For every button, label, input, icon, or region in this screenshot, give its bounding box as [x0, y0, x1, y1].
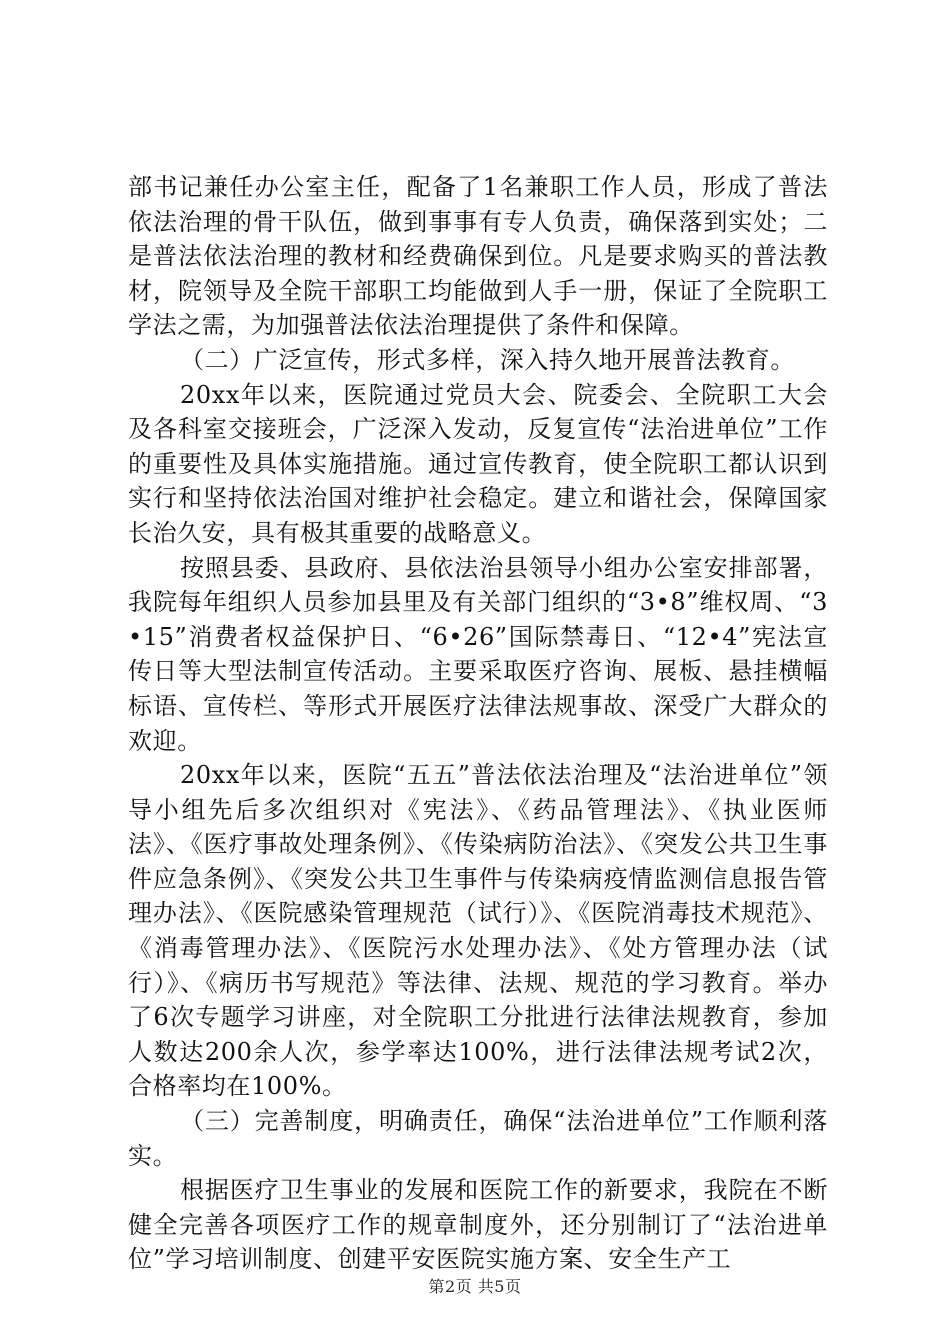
paragraph: 根据医疗卫生事业的发展和医院工作的新要求，我院在不断健全完善各项医疗工作的规章制度外，还分别制订了“法治进单位”学习培训制度、创建平安医院实施方案、安全生产工: [128, 1176, 828, 1274]
paragraph-continuation: 部书记兼任办公室主任，配备了1名兼职工作人员，形成了普法依法治理的骨干队伍，做到事事有专人负责，确保落到实处；二是普法依法治理的教材和经费确保到位。凡是要求购买的普法教材，院领导及全院干部职工均能做到人手一册，保证了全院职工学法之需，为加强普法依法治理提供了条件和保障。: [128, 173, 828, 340]
paragraph: 按照县委、县政府、县依法治县领导小组办公室安排部署，我院每年组织人员参加县里及有关部门组织的“3•8”维权周、“3•15”消费者权益保护日、“6•26”国际禁毒日、“12•4”宪法宣传日等大型法制宣传活动。主要采取医疗咨询、展板、悬挂横幅标语、宣传栏、等形式开展医疗法律法规事故、深受广大群众的欢迎。: [128, 553, 828, 755]
page-number-footer: 第2页 共5页: [428, 1277, 522, 1296]
paragraph: 20xx年以来，医院“五五”普法依法治理及“法治进单位”领导小组先后多次组织对《宪法》、《药品管理法》、《执业医师法》、《医疗事故处理条例》、《传染病防治法》、《突发公共卫生事件应急条例》、《突发公共卫生事件与传染病疫情监测信息报告管理办法》、《医院感染管理规范（试行）》、《医院消毒技术规范》、《消毒管理办法》、《医院污水处理办法》、《处方管理办法（试行）》、《病历书写规范》等法律、法规、规范的学习教育。举办了6次专题学习讲座，对全院职工分批进行法律法规教育，参加人数达200余人次，参学率达100%，进行法律法规考试2次，合格率均在100%。: [128, 761, 828, 1101]
body-text: [128, 170, 828, 1277]
section-heading-3: （三）完善制度，明确责任，确保“法治进单位”工作顺利落实。: [128, 1107, 828, 1170]
paragraph: 20xx年以来，医院通过党员大会、院委会、全院职工大会及各科室交接班会，广泛深入发动，反复宣传“法治进单位”工作的重要性及具体实施措施。通过宣传教育，使全院职工都认识到实行和坚持依法治国对维护社会稳定。建立和谐社会，保障国家长治久安，具有极其重要的战略意义。: [128, 380, 828, 547]
section-heading-2: （二）广泛宣传，形式多样，深入持久地开展普法教育。: [180, 345, 795, 374]
